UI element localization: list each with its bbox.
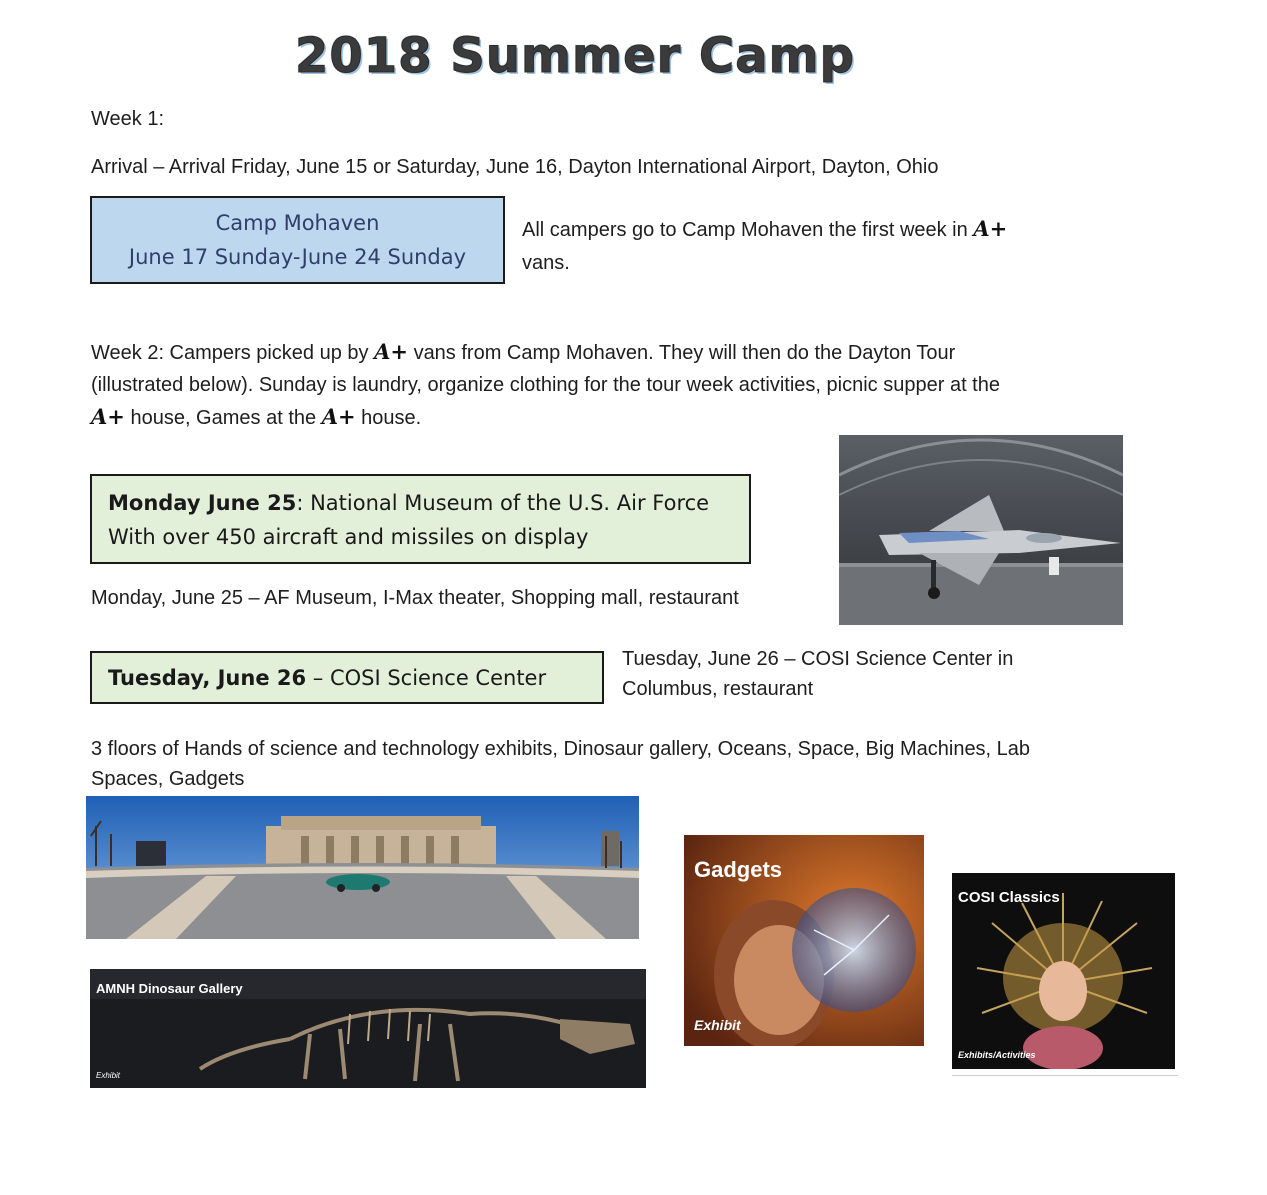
- arrival-text: Arrival – Arrival Friday, June 15 or Saturday, June 16, Dayton International Airport, Dayton, Ohio: [91, 156, 939, 178]
- tuesday-note-line1: Tuesday, June 26 – COSI Science Center in: [622, 648, 1014, 670]
- camp-mohaven-dates: June 17 Sunday-June 24 Sunday: [128, 245, 467, 269]
- cosi-panorama-photo: [86, 796, 639, 939]
- exhibits-text: [91, 734, 1091, 794]
- tuesday-box: [90, 651, 604, 704]
- week1-note-text: All campers go to Camp Mohaven the first week in: [522, 219, 968, 241]
- tuesday-note-line2: Columbus, restaurant: [622, 678, 814, 700]
- dino-photo-title: AMNH Dinosaur Gallery: [96, 981, 243, 996]
- exhibits-line1: 3 floors of Hands of science and technology exhibits, Dinosaur gallery, Oceans, Space, Big Machines, Lab: [91, 738, 1031, 760]
- week1-note-end: vans.: [522, 252, 570, 274]
- week2-text-4: house, Games at the: [130, 407, 317, 429]
- week2-text-2: vans from Camp Mohaven. They will then do the Dayton Tour: [413, 342, 956, 364]
- week2-text-5: house.: [361, 407, 422, 429]
- dinosaur-gallery-photo: [90, 969, 646, 1088]
- monday-line2: With over 450 aircraft and missiles on display: [108, 525, 589, 549]
- monday-line1: [108, 486, 749, 520]
- camp-mohaven-title: Camp Mohaven: [215, 211, 380, 235]
- monday-box: [90, 474, 751, 564]
- tuesday-day: Tuesday, June 26: [108, 666, 307, 690]
- monday-summary: Monday, June 25 – AF Museum, I-Max theater, Shopping mall, restaurant: [91, 587, 739, 609]
- air-force-museum-photo: [839, 435, 1123, 625]
- exhibits-line2: Spaces, Gadgets: [91, 768, 245, 790]
- tuesday-cosi: – COSI Science Center: [306, 666, 547, 690]
- week1-note: [522, 212, 1082, 280]
- week1-heading: Week 1:: [91, 108, 164, 130]
- week2-text-3: (illustrated below). Sunday is laundry, organize clothing for the tour week activities, picnic supper at the: [91, 374, 1000, 396]
- week2-paragraph: [91, 336, 1091, 434]
- gadgets-photo-tag: Exhibit: [694, 1017, 741, 1033]
- gadgets-photo-title: Gadgets: [694, 857, 783, 882]
- aplus-logo: A+: [973, 216, 1008, 241]
- monday-day: Monday June 25: [108, 491, 297, 515]
- monday-museum: : National Museum of the U.S. Air Force: [296, 491, 710, 515]
- camp-mohaven-box: [90, 196, 505, 284]
- page-title: 2018 Summer Camp: [294, 28, 855, 84]
- aplus-logo: A+: [321, 404, 356, 429]
- aplus-logo: A+: [91, 404, 125, 429]
- cosi-photo-tag: Exhibits/Activities: [958, 1050, 1036, 1060]
- week2-text-1: Week 2: Campers picked up by: [91, 342, 369, 364]
- cosi-classics-photo: [952, 873, 1175, 1069]
- gadgets-photo: [684, 835, 924, 1046]
- cosi-photo-title: COSI Classics: [958, 889, 1060, 906]
- tuesday-note: [622, 644, 1042, 704]
- divider: [952, 1075, 1178, 1076]
- dino-photo-tag: Exhibit: [96, 1071, 121, 1080]
- aplus-logo: A+: [374, 339, 408, 364]
